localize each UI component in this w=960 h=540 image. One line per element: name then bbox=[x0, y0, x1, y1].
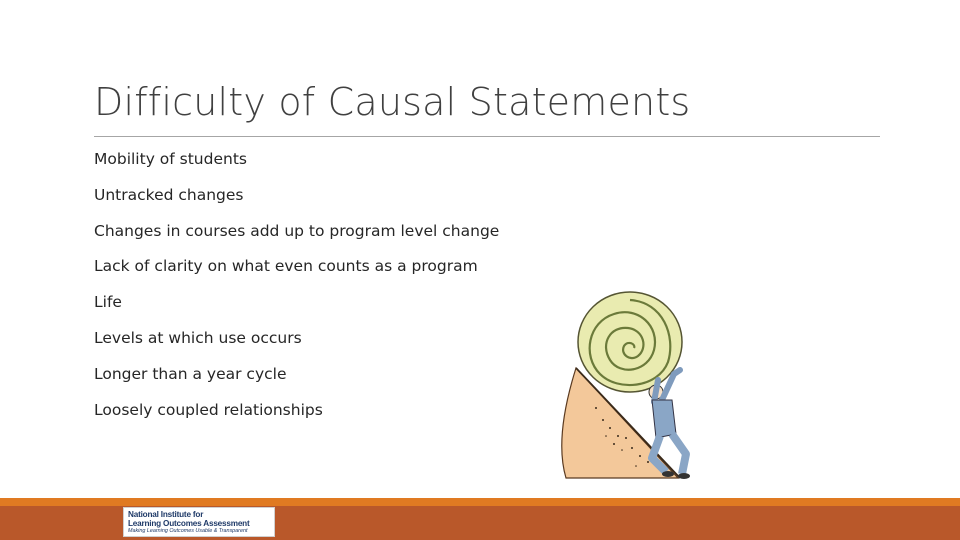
slide-title: Difficulty of Causal Statements bbox=[94, 80, 691, 124]
title-divider bbox=[94, 136, 880, 137]
nilo-logo bbox=[123, 507, 275, 537]
boulder-pushing-illustration bbox=[548, 288, 728, 488]
footer-accent-band bbox=[0, 498, 960, 506]
bullet-item: Life bbox=[94, 293, 122, 312]
bullet-list bbox=[94, 148, 499, 434]
bullet-item: Loosely coupled relationships bbox=[94, 400, 323, 419]
bullet-item: Levels at which use occurs bbox=[94, 328, 302, 347]
boulder-icon bbox=[578, 292, 682, 392]
bullet-item: Untracked changes bbox=[94, 185, 244, 204]
bullet-item: Changes in courses add up to program level change bbox=[94, 221, 500, 240]
person-icon bbox=[649, 370, 690, 479]
logo-line-2: Learning Outcomes Assessment bbox=[128, 519, 250, 528]
bullet-item: Longer than a year cycle bbox=[94, 364, 287, 383]
bullet-item: Lack of clarity on what even counts as a program bbox=[94, 257, 478, 276]
logo-tagline: Making Learning Outcomes Usable & Transparent bbox=[128, 528, 248, 534]
logo-line-1: National Institute for bbox=[128, 510, 204, 519]
bullet-item: Mobility of students bbox=[94, 150, 247, 168]
